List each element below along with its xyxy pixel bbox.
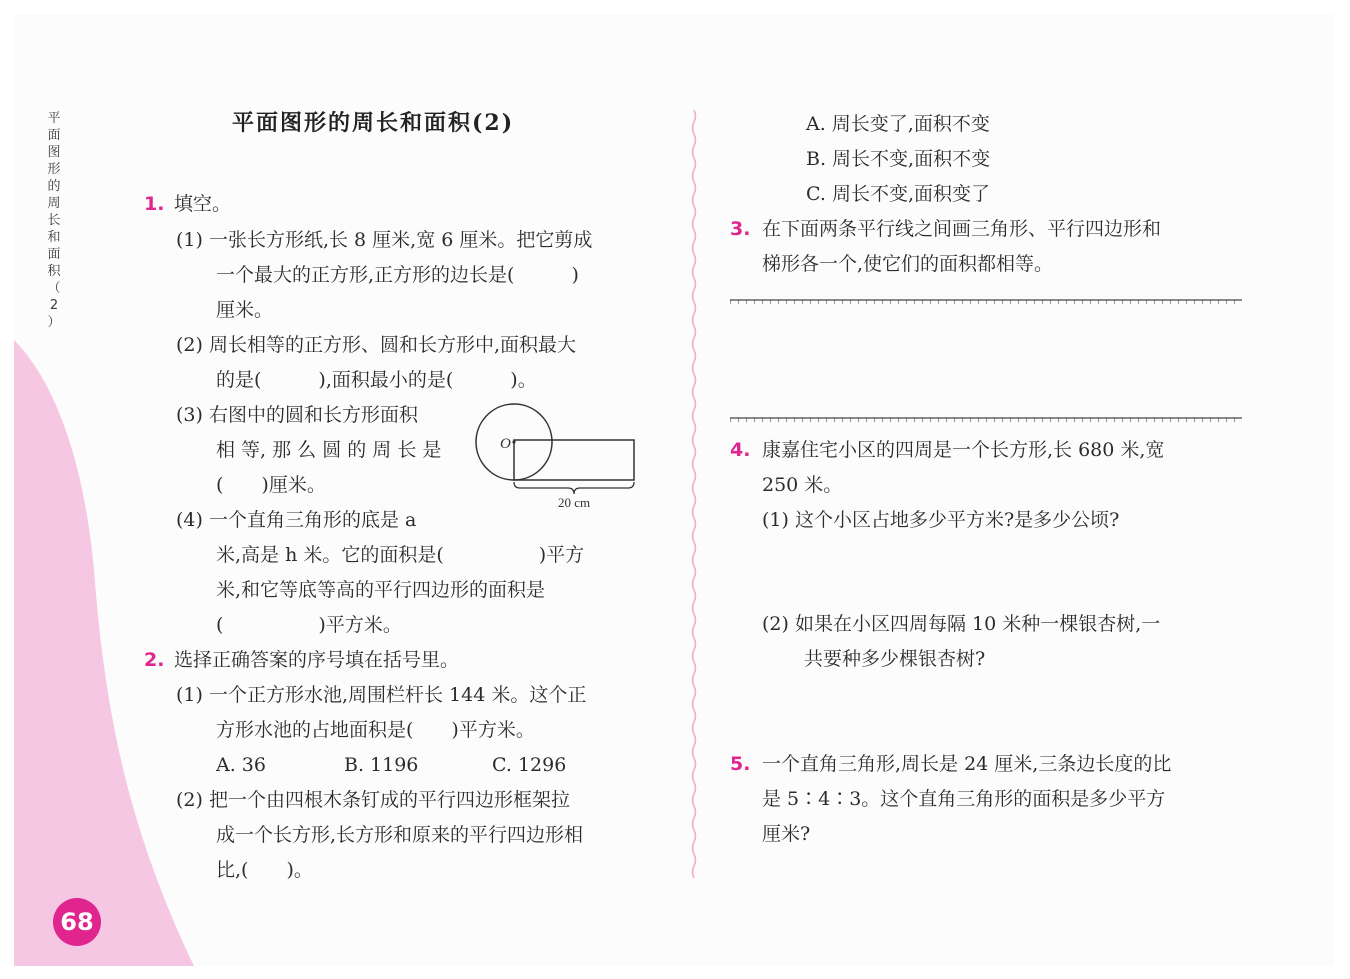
q1-4-line2: 米,高是 h 米。它的面积是( )平方 — [216, 544, 585, 566]
q3-number: 3. — [730, 218, 751, 240]
q2-1-line2: 方形水池的占地面积是( )平方米。 — [216, 719, 535, 741]
side-title-char: 图 — [47, 145, 61, 160]
q1-4-line4: ( )平方米。 — [216, 614, 402, 636]
circle-rectangle-figure — [474, 402, 644, 512]
pink-corner-decoration — [14, 340, 194, 966]
q5-line2: 是 5∶4∶3。这个直角三角形的面积是多少平方 — [762, 788, 1166, 810]
figure-center-label: O — [500, 436, 511, 452]
q2-2-line1: (2) 把一个由四根木条钉成的平行四边形框架拉 — [176, 789, 570, 811]
page-sheet — [14, 14, 1334, 966]
side-running-title — [44, 110, 64, 331]
q4-2-line2: 共要种多少棵银杏树? — [804, 648, 986, 670]
side-title-char: 周 — [47, 196, 61, 211]
q3-line2: 梯形各一个,使它们的面积都相等。 — [762, 253, 1054, 275]
q2-number: 2. — [144, 649, 165, 671]
side-title-char: 长 — [47, 213, 61, 228]
q2-1-option-a: A. 36 — [216, 754, 266, 776]
q2-1-line1: (1) 一个正方形水池,周围栏杆长 144 米。这个正 — [176, 684, 587, 706]
q1-4-line3: 米,和它等底等高的平行四边形的面积是 — [216, 579, 546, 601]
q2-heading: 选择正确答案的序号填在括号里。 — [174, 649, 460, 671]
q4-line1: 康嘉住宅小区的四周是一个长方形,长 680 米,宽 — [762, 439, 1165, 461]
side-title-char: 面 — [47, 247, 61, 262]
q3-line1: 在下面两条平行线之间画三角形、平行四边形和 — [762, 218, 1162, 240]
side-title-char: 面 — [47, 128, 61, 143]
column-divider — [689, 110, 699, 880]
page-title: 平面图形的周长和面积(2) — [232, 110, 515, 136]
q4-2-line1: (2) 如果在小区四周每隔 10 米种一棵银杏树,一 — [762, 613, 1161, 635]
side-title-char: 形 — [47, 162, 61, 177]
side-title-char: ） — [47, 315, 61, 330]
q4-number: 4. — [730, 439, 751, 461]
figure-length-label: 20 cm — [558, 495, 591, 510]
figure-brace — [514, 482, 634, 494]
side-title-char: 平 — [47, 111, 61, 126]
side-title-char: 和 — [47, 230, 61, 245]
q1-2-line1: (2) 周长相等的正方形、圆和长方形中,面积最大 — [176, 334, 576, 356]
q1-4-line1: (4) 一个直角三角形的底是 a — [176, 509, 417, 531]
q1-number: 1. — [144, 193, 165, 215]
q1-3-line3: ( )厘米。 — [216, 474, 326, 496]
q2-2-line2: 成一个长方形,长方形和原来的平行四边形相 — [216, 824, 584, 846]
q2-2-option-a: A. 周长变了,面积不变 — [806, 113, 990, 135]
side-title-char: （ — [47, 281, 61, 296]
q1-1-line2: 一个最大的正方形,正方形的边长是( ) — [216, 264, 579, 286]
q1-1-line3: 厘米。 — [216, 299, 274, 321]
q5-number: 5. — [730, 753, 751, 775]
q1-3-line1: (3) 右图中的圆和长方形面积 — [176, 404, 418, 426]
side-title-char: 的 — [47, 179, 61, 194]
q1-3-line2: 相 等, 那 么 圆 的 周 长 是 — [216, 439, 442, 461]
q5-line1: 一个直角三角形,周长是 24 厘米,三条边长度的比 — [762, 753, 1172, 775]
parallel-line-bottom — [730, 414, 1242, 424]
q4-1: (1) 这个小区占地多少平方米?是多少公顷? — [762, 509, 1120, 531]
q4-line2: 250 米。 — [762, 474, 843, 496]
q2-2-option-c: C. 周长不变,面积变了 — [806, 183, 990, 205]
page-number-badge: 68 — [53, 898, 101, 946]
q1-1-line1: (1) 一张长方形纸,长 8 厘米,宽 6 厘米。把它剪成 — [176, 229, 593, 251]
q1-heading: 填空。 — [174, 193, 232, 215]
parallel-line-top — [730, 296, 1242, 306]
q1-2-line2: 的是( ),面积最小的是( )。 — [216, 369, 537, 391]
figure-center-dot — [512, 440, 515, 443]
q2-1-option-c: C. 1296 — [492, 754, 567, 776]
side-title-char: 积 — [47, 264, 61, 279]
q2-2-line3: 比,( )。 — [216, 859, 313, 881]
q2-1-option-b: B. 1196 — [344, 754, 419, 776]
side-title-char: 2 — [49, 298, 59, 313]
q2-2-option-b: B. 周长不变,面积不变 — [806, 148, 991, 170]
q5-line3: 厘米? — [762, 823, 811, 845]
figure-rectangle — [514, 440, 634, 480]
